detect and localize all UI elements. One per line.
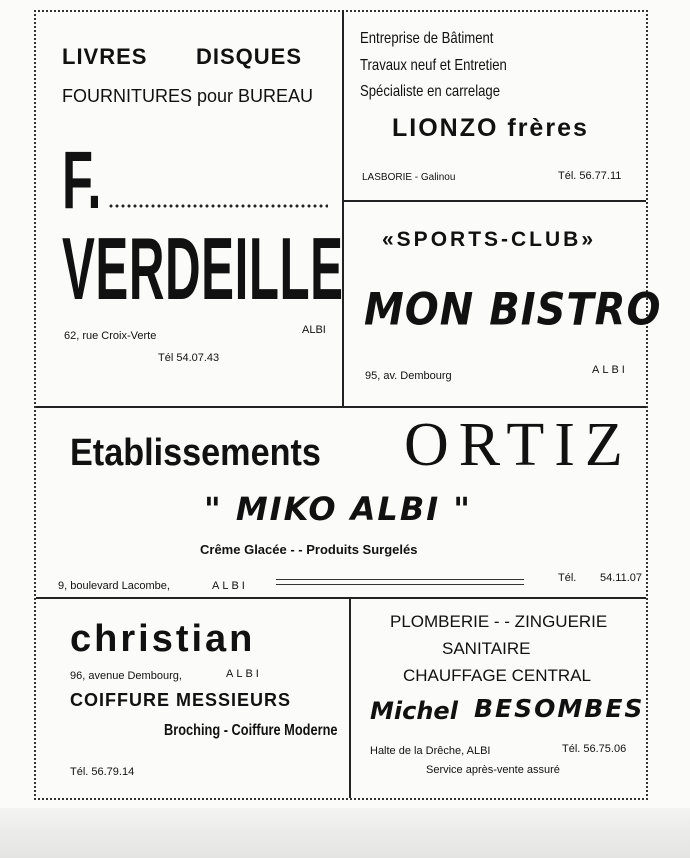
divider-lower: [36, 597, 646, 599]
ad4-double-rule: [276, 579, 524, 585]
ad6-line2: SANITAIRE: [442, 639, 531, 658]
divider-right-middle: [344, 200, 646, 202]
ad1-phone: Tél 54.07.43: [158, 352, 220, 364]
ad6-service: Service après-vente assuré: [426, 764, 560, 776]
divider-upper: [36, 406, 646, 408]
ad4-phone: 54.11.07: [600, 572, 643, 584]
ad2-line1: Entreprise de Bâtiment: [360, 30, 494, 47]
ad5-address: 96, avenue Dembourg,: [70, 670, 182, 682]
ad6-address: Halte de la Drêche, ALBI: [370, 745, 491, 757]
ad1-wavy-rule: [108, 203, 328, 209]
ad4-brand: " MIKO ALBI ": [204, 490, 472, 528]
ad2-phone: Tél. 56.77.11: [558, 170, 622, 182]
ad1-initial: F.: [62, 135, 102, 226]
ad1-address: 62, rue Croix-Verte: [64, 330, 157, 342]
ad6-first: Michel: [370, 697, 458, 725]
ad3-city: ALBI: [592, 364, 628, 376]
ad4-phone-label: Tél.: [558, 572, 577, 584]
ad4-address: 9, boulevard Lacombe,: [58, 580, 170, 592]
ad4-word: Etablissements: [70, 432, 321, 474]
ad5-name: christian: [70, 618, 256, 660]
ad5-phone: Tél. 56.79.14: [70, 766, 135, 778]
ad2-address: LASBORIE - Galinou: [362, 172, 456, 183]
ad6-line3: CHAUFFAGE CENTRAL: [403, 666, 591, 685]
ad6-last: BESOMBES: [474, 694, 645, 723]
ad4-city: ALBI: [212, 580, 248, 592]
ad6-line1: PLOMBERIE - - ZINGUERIE: [390, 612, 608, 631]
ad4-name: ORTIZ: [404, 411, 633, 479]
ad6-phone: Tél. 56.75.06: [562, 743, 627, 755]
ad5-tagline: Broching - Coiffure Moderne: [164, 722, 338, 739]
divider-bottom-vertical: [349, 598, 351, 798]
ad1-name: VERDEILLE: [62, 219, 344, 318]
ad3-address: 95, av. Dembourg: [365, 370, 452, 382]
ad5-city: ALBI: [226, 668, 262, 680]
ad2-line2: Travaux neuf et Entretien: [360, 57, 507, 74]
ad1-line1a: LIVRES: [62, 44, 148, 69]
ad2-name: LIONZO frères: [392, 114, 589, 142]
ad3-club: «SPORTS-CLUB»: [382, 228, 597, 251]
ad5-service: COIFFURE MESSIEURS: [70, 690, 292, 710]
ad4-products: Crême Glacée - - Produits Surgelés: [200, 542, 418, 557]
page-bottom-edge: [0, 808, 690, 858]
ad1-line2: FOURNITURES pour BUREAU: [62, 86, 314, 106]
ad1-line1b: DISQUES: [196, 44, 303, 69]
ad2-line3: Spécialiste en carrelage: [360, 83, 501, 100]
divider-top-vertical: [342, 10, 344, 408]
ad1-city: ALBI: [302, 324, 326, 336]
ad3-name: MON BISTRO: [364, 284, 662, 336]
